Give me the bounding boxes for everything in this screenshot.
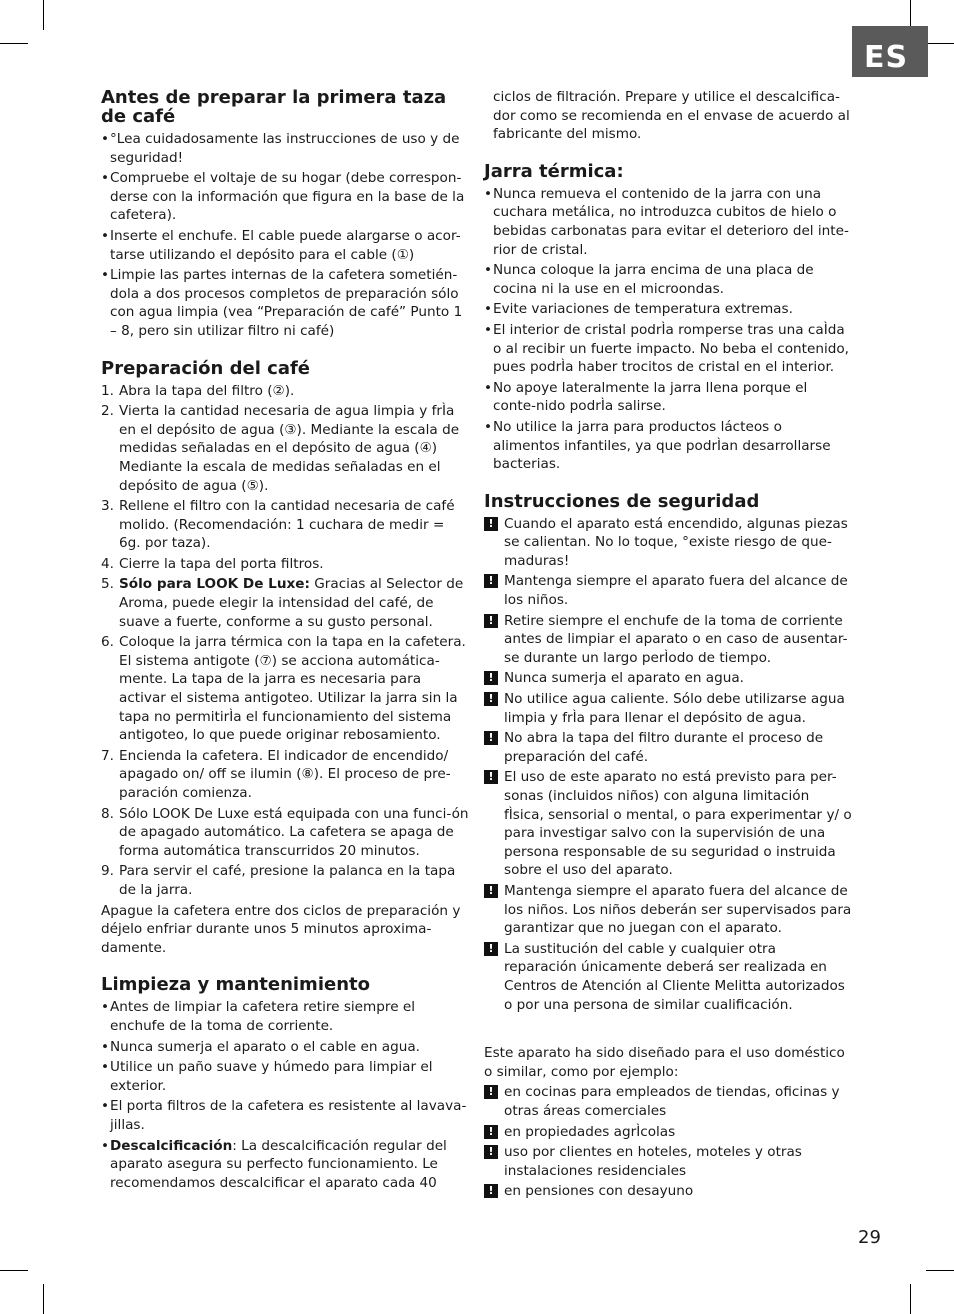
- step-text: Cierre la tapa del porta filtros.: [119, 555, 324, 572]
- warning-item: [484, 768, 852, 880]
- warning-item: [484, 669, 852, 688]
- warning-icon: !: [484, 884, 498, 898]
- step-text: Sólo LOOK De Luxe está equipada con una funci-ón de apagado automático. La cafetera se apaga de forma automática transcurridos 20 minutos.: [119, 805, 469, 859]
- warning-text: Nunca sumerja el aparato en agua.: [504, 670, 745, 687]
- preparation-note: Apague la cafetera entre dos ciclos de preparación y déjelo enfriar durante unos 5 minutos aproxima-damente.: [101, 902, 461, 956]
- right-column: [484, 88, 852, 1219]
- step-text: Encienda la cafetera. El indicador de encendido/ apagado on/ off se ilumin (⑧). El proceso de pre-paración comienza.: [119, 747, 451, 801]
- list-item: • Inserte el enchufe. El cable puede alargarse o acor-tarse utilizando el depósito para el cable (①): [101, 227, 469, 264]
- crop-mark: [910, 1284, 911, 1314]
- warning-icon: !: [484, 614, 498, 628]
- step-item: [101, 402, 469, 495]
- crop-mark: [0, 1270, 28, 1271]
- continuation-section: [484, 88, 852, 144]
- warning-text: Retire siempre el enchufe de la toma de corriente antes de limpiar el aparato o en caso de ausentar-se durante un largo perÌodo de tiempo.: [504, 612, 848, 666]
- jug-title: Jarra térmica:: [484, 160, 624, 182]
- crop-mark: [926, 43, 954, 44]
- step-bold-text: Sólo para LOOK De Luxe:: [119, 576, 310, 593]
- warning-text: Mantenga siempre el aparato fuera del alcance de los niños. Los niños deberán ser supervisados para garantizar que no juegan con el aparato.: [504, 882, 852, 937]
- crop-mark: [43, 1284, 44, 1314]
- warning-text: La sustitución del cable y cualquier otra reparación únicamente deberá ser realizada en Centros de Atención al Cliente Melitta autorizados o por una persona de similar cualificación.: [504, 940, 845, 1013]
- item-text: El porta filtros de la cafetera es resistente al lavava-jillas.: [110, 1098, 467, 1133]
- step-text: Abra la tapa del filtro (②).: [119, 382, 295, 399]
- warning-item: [484, 515, 852, 571]
- step-number: 3.: [101, 498, 114, 515]
- step-number: 6.: [101, 634, 114, 651]
- warning-icon: !: [484, 770, 498, 784]
- continuation-text: ciclos de filtración. Prepare y utilice el descalcifica-dor como se recomienda en el envase de acuerdo al fabricante del mismo.: [493, 89, 850, 143]
- domestic-intro: Este aparato ha sido diseñado para el uso doméstico o similar, como por ejemplo:: [484, 1045, 845, 1080]
- item-text: : La descalcificación regular del aparato asegura su perfecto funcionamiento. Le recomendamos descalcificar el aparato cada 40: [110, 1137, 447, 1191]
- cleaning-section: [101, 975, 469, 1192]
- warning-text: No utilice agua caliente. Sólo debe utilizarse agua limpia y frÌa para llenar el depósito de agua.: [504, 691, 845, 726]
- warning-icon: !: [484, 671, 498, 685]
- domestic-text: en propiedades agrÌcolas: [504, 1123, 676, 1140]
- first-use-list: [101, 130, 469, 341]
- step-item: [101, 747, 469, 803]
- page-number: 29: [858, 1227, 881, 1248]
- step-number: 2.: [101, 403, 114, 420]
- domestic-text: en pensiones con desayuno: [504, 1183, 694, 1200]
- list-item: • Nunca coloque la jarra encima de una placa de cocina ni la use en el microondas.: [484, 261, 852, 298]
- safety-section: [484, 492, 852, 1014]
- crop-mark: [43, 0, 44, 30]
- domestic-item: [484, 1182, 852, 1201]
- list-item: [101, 1137, 469, 1193]
- warning-icon: !: [484, 1184, 498, 1198]
- warning-icon: !: [484, 942, 498, 956]
- domestic-text: en cocinas para empleados de tiendas, oficinas y otras áreas comerciales: [504, 1084, 840, 1119]
- language-tab: ES: [852, 26, 928, 77]
- item-text: Utilice un paño suave y húmedo para limpiar el exterior.: [110, 1059, 433, 1094]
- step-text: Gracias al Selector de Aroma, puede elegir la intensidad del café, de suave a fuerte, conforme a su gusto personal.: [119, 576, 464, 630]
- step-number: 8.: [101, 805, 114, 822]
- step-item: [101, 382, 469, 401]
- domestic-use-section: [484, 1044, 852, 1201]
- step-item: [101, 555, 469, 574]
- warning-item: [484, 612, 852, 668]
- step-number: 7.: [101, 747, 114, 764]
- first-use-title: Antes de preparar la primera taza de café: [101, 87, 447, 127]
- preparation-title: Preparación del café: [101, 357, 311, 379]
- step-number: 9.: [101, 863, 114, 880]
- step-item: [101, 497, 469, 553]
- warning-icon: !: [484, 731, 498, 745]
- step-item: [101, 575, 469, 631]
- list-item: • Nunca remueva el contenido de la jarra con una cuchara metálica, no introduzca cubitos de hielo o bebidas carbonatas para evitar el deterioro del inte-rior de cristal.: [484, 185, 852, 259]
- safety-list: [484, 515, 852, 1014]
- cleaning-list: [101, 998, 469, 1192]
- cleaning-title: Limpieza y mantenimiento: [101, 974, 370, 996]
- warning-item: [484, 940, 852, 1014]
- warning-icon: !: [484, 1145, 498, 1159]
- step-text: Coloque la jarra térmica con la tapa en la cafetera. El sistema antigote (⑦) se acciona automática-mente. La tapa de la jarra es necesaria para activar el sistema antigoteo. Utilizar la jarra sin la tapa no permitirÌa el funcionamiento del sistema antigoteo, lo que puede originar rebosamiento.: [119, 634, 466, 744]
- domestic-text: uso por clientes en hoteles, moteles y otras instalaciones residenciales: [504, 1144, 802, 1179]
- left-column: [101, 88, 469, 1210]
- list-item: [101, 1058, 469, 1095]
- warning-text: El uso de este aparato no está previsto para per-sonas (incluidos niños) con alguna limitación fÌsica, sensorial o mental, o para experimentar y/ o para investigar salvo con la supervisión de una persona responsable de su seguridad o instruida sobre el uso del aparato.: [504, 769, 852, 879]
- safety-title: Instrucciones de seguridad: [484, 490, 760, 512]
- item-bold-text: Descalcificación: [110, 1137, 233, 1154]
- warning-item: [484, 729, 852, 766]
- warning-icon: !: [484, 1085, 498, 1099]
- warning-icon: !: [484, 1125, 498, 1139]
- warning-text: Cuando el aparato está encendido, algunas piezas se calientan. No lo toque, °existe riesgo de que-maduras!: [504, 515, 848, 569]
- warning-text: Mantenga siempre el aparato fuera del alcance de los niños.: [504, 573, 848, 609]
- list-item: [101, 1038, 469, 1057]
- list-item: • Compruebe el voltaje de su hogar (debe correspon-derse con la información que figura en la base de la cafetera).: [101, 169, 469, 225]
- list-item: • Evite variaciones de temperatura extremas.: [484, 300, 852, 319]
- crop-mark: [926, 1270, 954, 1271]
- warning-item: [484, 882, 852, 938]
- crop-mark: [0, 43, 28, 44]
- list-item: • Limpie las partes internas de la cafetera sometién-dola a dos procesos completos de preparación sólo con agua limpia (vea “Preparación de café” Punto 1 – 8, pero sin utilizar filtro ni café): [101, 266, 469, 340]
- preparation-section: [101, 359, 469, 958]
- step-text: Vierta la cantidad necesaria de agua limpia y frÌa en el depósito de agua (③). Mediante la escala de medidas señaladas en el depósito de agua (④) Mediante la escala de medidas señaladas en el depósito de agua (⑤).: [119, 403, 460, 494]
- item-text: Nunca sumerja el aparato o el cable en agua.: [110, 1038, 421, 1055]
- step-item: [101, 805, 469, 861]
- list-item: • °Lea cuidadosamente las instrucciones de uso y de seguridad!: [101, 130, 469, 167]
- step-number: 5.: [101, 576, 114, 593]
- warning-item: [484, 572, 852, 609]
- domestic-item: [484, 1083, 852, 1120]
- list-item: • No utilice la jarra para productos lácteos o alimentos infantiles, ya que podrÌan desarrollarse bacterias.: [484, 418, 852, 474]
- step-text: Para servir el café, presione la palanca en la tapa de la jarra.: [119, 863, 456, 898]
- jug-section: [484, 162, 852, 474]
- list-item: [101, 1097, 469, 1134]
- step-number: 1.: [101, 382, 114, 399]
- first-use-section: [101, 88, 469, 341]
- jug-list: [484, 185, 852, 474]
- list-item: • El interior de cristal podrÌa romperse tras una caÌda o al recibir un fuerte impacto. No beba el contenido, pues podrÌa haber trocitos de cristal en el interior.: [484, 321, 852, 377]
- preparation-steps: [101, 382, 469, 900]
- domestic-item: [484, 1123, 852, 1142]
- domestic-list: [484, 1083, 852, 1201]
- domestic-item: [484, 1143, 852, 1180]
- warning-icon: !: [484, 517, 498, 531]
- list-item: • No apoye lateralmente la jarra llena porque el conte-nido podrÌa salirse.: [484, 379, 852, 416]
- step-item: [101, 633, 469, 745]
- step-item: [101, 862, 469, 899]
- warning-text: No abra la tapa del filtro durante el proceso de preparación del café.: [504, 730, 824, 765]
- item-text: Antes de limpiar la cafetera retire siempre el enchufe de la toma de corriente.: [110, 999, 416, 1034]
- step-number: 4.: [101, 555, 114, 572]
- warning-item: [484, 690, 852, 727]
- list-item: [101, 998, 469, 1035]
- step-text: Rellene el filtro con la cantidad necesaria de café molido. (Recomendación: 1 cuchara de medir = 6g. por taza).: [119, 498, 455, 552]
- warning-icon: !: [484, 692, 498, 706]
- warning-icon: !: [484, 574, 498, 588]
